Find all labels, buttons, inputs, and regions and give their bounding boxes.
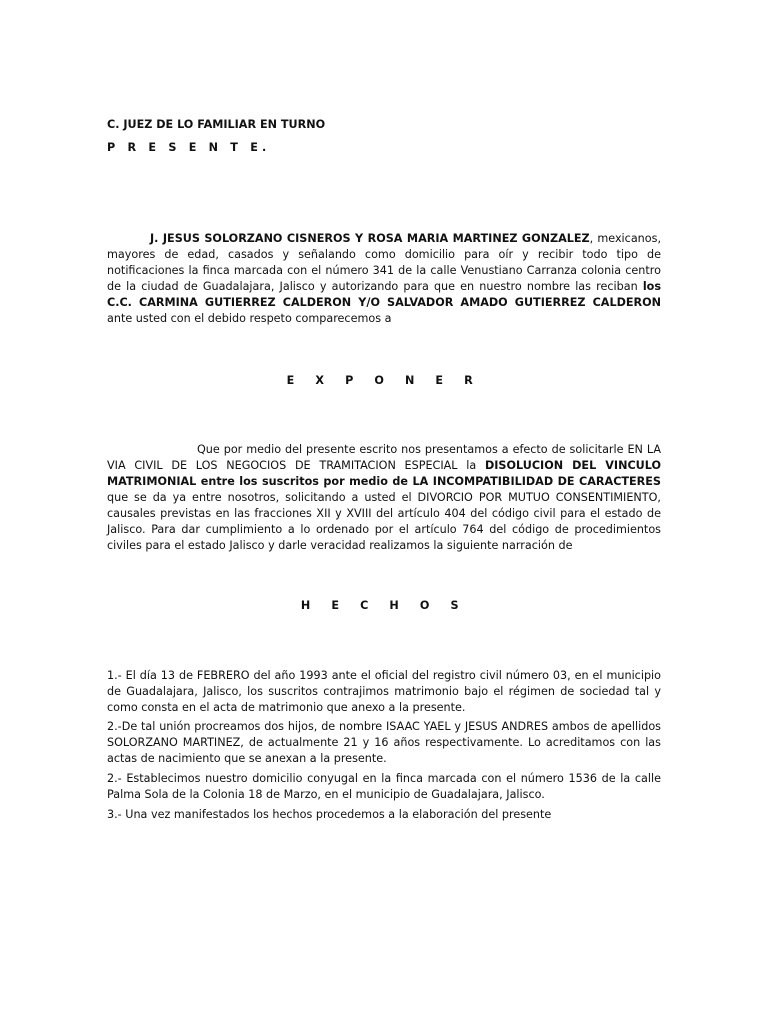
fact-item: 3.- Una vez manifestados los hechos procedemos a la elaboración del presente: [107, 808, 552, 821]
intro-text-2: ante usted con el debido respeto comparecemos a: [107, 312, 392, 325]
fact-item: 2.-De tal unión procreamos dos hijos, de nombre ISAAC YAEL y JESUS ANDRES ambos de apellidos SOLORZANO MARTINEZ, de actualmente 21 y 16 años respectivamente. Lo acreditamos con las actas de nacimiento que se anexan a la presente.: [107, 720, 661, 765]
addressee-line: C. JUEZ DE LO FAMILIAR EN TURNO: [107, 118, 326, 131]
heading-exponer: E X P O N E R: [286, 374, 482, 387]
presente-line: P R E S E N T E.: [107, 141, 271, 154]
intro-text-1: , mexicanos, mayores de edad, casados y señalando como domicilio para oír y recibir todo tipo de notificaciones la finca marcada con el número 341 de la calle Venustiano Carranza colonia centro de la ciudad de Guadalajara, Jalisco y autorizando para que en nuestro nombre las reciban: [107, 232, 661, 293]
fact-item: 2.- Establecimos nuestro domicilio conyugal en la finca marcada con el número 1536 de la calle Palma Sola de la Colonia 18 de Marzo, en el municipio de Guadalajara, Jalisco.: [107, 772, 661, 801]
exposition-paragraph: [107, 442, 661, 554]
intro-paragraph: [107, 231, 661, 327]
exposition-text-2: que se da ya entre nosotros, solicitando a usted el DIVORCIO POR MUTUO CONSENTIMIENTO, causales previstas en las fracciones XII y XVIII del artículo 404 del código civil para el estado de Jalisco. Para dar cumplimiento a lo ordenado por el artículo 764 del código de procedimientos civiles para el estado Jalisco y darle veracidad realizamos la siguiente narración de: [107, 491, 661, 552]
exposition-text-1: Que por medio del presente escrito nos presentamos a efecto de solicitarle EN LA VIA CIVIL DE LOS NEGOCIOS DE TRAMITACION ESPECIAL la: [107, 443, 661, 472]
petitioner-names: J. JESUS SOLORZANO CISNEROS Y ROSA MARIA MARTINEZ GONZALEZ: [150, 232, 590, 245]
fact-item: 1.- El día 13 de FEBRERO del año 1993 ante el oficial del registro civil número 03, en el municipio de Guadalajara, Jalisco, los suscritos contrajimos matrimonio bajo el régimen de sociedad tal y como consta en el acta de matrimonio que anexo a la presente.: [107, 669, 661, 714]
authorized-persons: los C.C. CARMINA GUTIERREZ CALDERON Y/O SALVADOR AMADO GUTIERREZ CALDERON: [107, 280, 661, 309]
heading-hechos: H E C H O S: [300, 599, 468, 612]
exposition-bold: DISOLUCION DEL VINCULO MATRIMONIAL entre los suscritos por medio de LA INCOMPATIBILIDAD DE CARACTERES: [107, 459, 661, 488]
